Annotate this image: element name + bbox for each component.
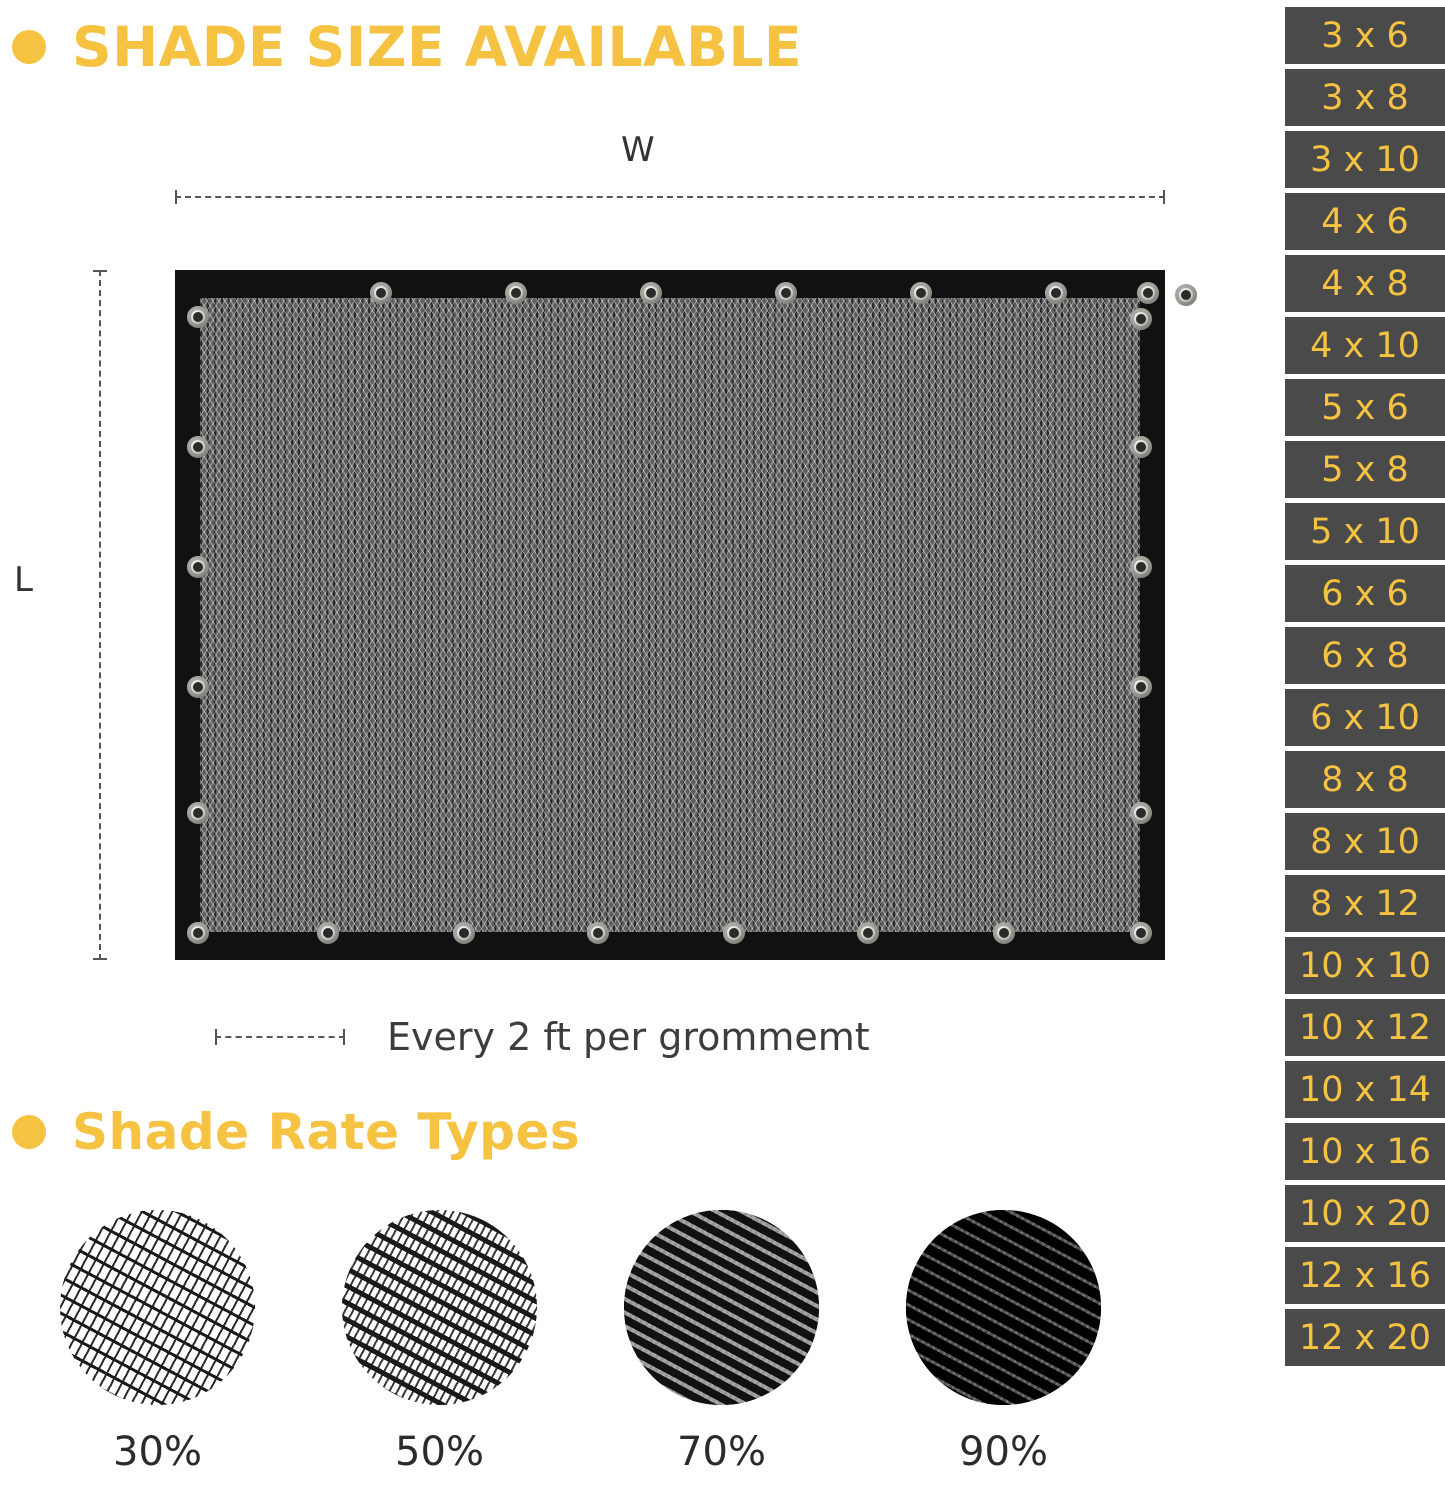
size-chip: 5 x 10 bbox=[1285, 503, 1445, 560]
grommet bbox=[1130, 802, 1152, 824]
shade-rate-label: 90% bbox=[959, 1429, 1048, 1475]
size-chip: 12 x 16 bbox=[1285, 1247, 1445, 1304]
grommet-corner bbox=[187, 306, 209, 328]
shade-rate-swatch bbox=[342, 1210, 537, 1405]
size-chip: 10 x 20 bbox=[1285, 1185, 1445, 1242]
grommet-corner bbox=[1130, 308, 1152, 330]
shade-rate-item bbox=[342, 1210, 537, 1475]
spacing-bracket bbox=[215, 1029, 345, 1045]
shade-rate-swatch bbox=[624, 1210, 819, 1405]
grommet bbox=[370, 282, 392, 304]
dimension-cap-left bbox=[175, 190, 177, 204]
size-chip: 4 x 8 bbox=[1285, 255, 1445, 312]
size-chip: 8 x 12 bbox=[1285, 875, 1445, 932]
shade-rate-item bbox=[906, 1210, 1101, 1475]
grommet-corner bbox=[1130, 922, 1152, 944]
size-chip: 8 x 10 bbox=[1285, 813, 1445, 870]
grommet bbox=[775, 282, 797, 304]
size-chip: 10 x 10 bbox=[1285, 937, 1445, 994]
shade-rate-swatch bbox=[906, 1210, 1101, 1405]
size-chip: 10 x 12 bbox=[1285, 999, 1445, 1056]
grommet-spacing-note bbox=[215, 1015, 870, 1059]
size-chip: 8 x 8 bbox=[1285, 751, 1445, 808]
dimension-cap-bottom bbox=[93, 958, 107, 960]
grommet bbox=[723, 922, 745, 944]
shade-rate-swatch bbox=[60, 1210, 255, 1405]
available-sizes-list bbox=[1285, 0, 1445, 1366]
shade-rate-item bbox=[60, 1210, 255, 1475]
size-chip: 6 x 6 bbox=[1285, 565, 1445, 622]
shade-rate-item bbox=[624, 1210, 819, 1475]
grommet bbox=[1137, 282, 1159, 304]
size-chip: 10 x 16 bbox=[1285, 1123, 1445, 1180]
bullet-icon bbox=[12, 30, 46, 64]
grommet bbox=[1130, 436, 1152, 458]
dimension-cap-right bbox=[343, 1029, 345, 1045]
size-chip: 5 x 8 bbox=[1285, 441, 1445, 498]
grommet bbox=[587, 922, 609, 944]
mesh-texture-50 bbox=[342, 1210, 537, 1405]
dimension-cap-left bbox=[215, 1029, 217, 1045]
grommet bbox=[1175, 284, 1197, 306]
grommet bbox=[317, 922, 339, 944]
grommet-corner bbox=[187, 922, 209, 944]
width-dimension-label: W bbox=[621, 130, 655, 170]
grommet bbox=[910, 282, 932, 304]
dimension-line-stroke bbox=[99, 270, 101, 960]
grommet bbox=[640, 282, 662, 304]
shade-rate-label: 30% bbox=[113, 1429, 202, 1475]
grommet bbox=[453, 922, 475, 944]
shade-size-diagram bbox=[0, 110, 1250, 1070]
length-dimension-line bbox=[93, 270, 107, 960]
dimension-line-stroke bbox=[175, 196, 1165, 198]
size-chip: 5 x 6 bbox=[1285, 379, 1445, 436]
size-chip: 6 x 8 bbox=[1285, 627, 1445, 684]
grommet bbox=[1045, 282, 1067, 304]
size-chip: 3 x 6 bbox=[1285, 7, 1445, 64]
grommet bbox=[187, 556, 209, 578]
mesh-texture-90 bbox=[906, 1210, 1101, 1405]
size-chip: 3 x 8 bbox=[1285, 69, 1445, 126]
grommet bbox=[187, 436, 209, 458]
shade-rate-list bbox=[60, 1210, 1200, 1475]
shade-rate-label: 50% bbox=[395, 1429, 484, 1475]
grommet bbox=[505, 282, 527, 304]
size-chip: 10 x 14 bbox=[1285, 1061, 1445, 1118]
size-chip: 4 x 6 bbox=[1285, 193, 1445, 250]
shade-rate-title bbox=[12, 1105, 580, 1159]
mesh-texture-70 bbox=[624, 1210, 819, 1405]
width-dimension-line bbox=[175, 190, 1165, 204]
dimension-cap-right bbox=[1163, 190, 1165, 204]
shade-mesh-texture bbox=[200, 298, 1140, 932]
size-chip: 12 x 20 bbox=[1285, 1309, 1445, 1366]
shade-cloth-panel bbox=[175, 270, 1165, 960]
grommet bbox=[857, 922, 879, 944]
size-chip: 3 x 10 bbox=[1285, 131, 1445, 188]
length-dimension-label: L bbox=[14, 560, 33, 600]
bullet-icon bbox=[12, 1115, 46, 1149]
grommet-spacing-text: Every 2 ft per grommemt bbox=[387, 1015, 870, 1059]
dimension-line-stroke bbox=[215, 1036, 345, 1038]
shade-rate-label: 70% bbox=[677, 1429, 766, 1475]
dimension-cap-top bbox=[93, 270, 107, 272]
shade-rate-title-text: Shade Rate Types bbox=[72, 1103, 581, 1161]
mesh-texture-30 bbox=[60, 1210, 255, 1405]
grommet bbox=[187, 676, 209, 698]
grommet bbox=[1130, 676, 1152, 698]
size-chip: 4 x 10 bbox=[1285, 317, 1445, 374]
grommet bbox=[993, 922, 1015, 944]
grommet bbox=[1130, 556, 1152, 578]
grommet bbox=[187, 802, 209, 824]
size-chip: 6 x 10 bbox=[1285, 689, 1445, 746]
page-title-text: SHADE SIZE AVAILABLE bbox=[72, 15, 803, 79]
page-title bbox=[12, 15, 803, 79]
